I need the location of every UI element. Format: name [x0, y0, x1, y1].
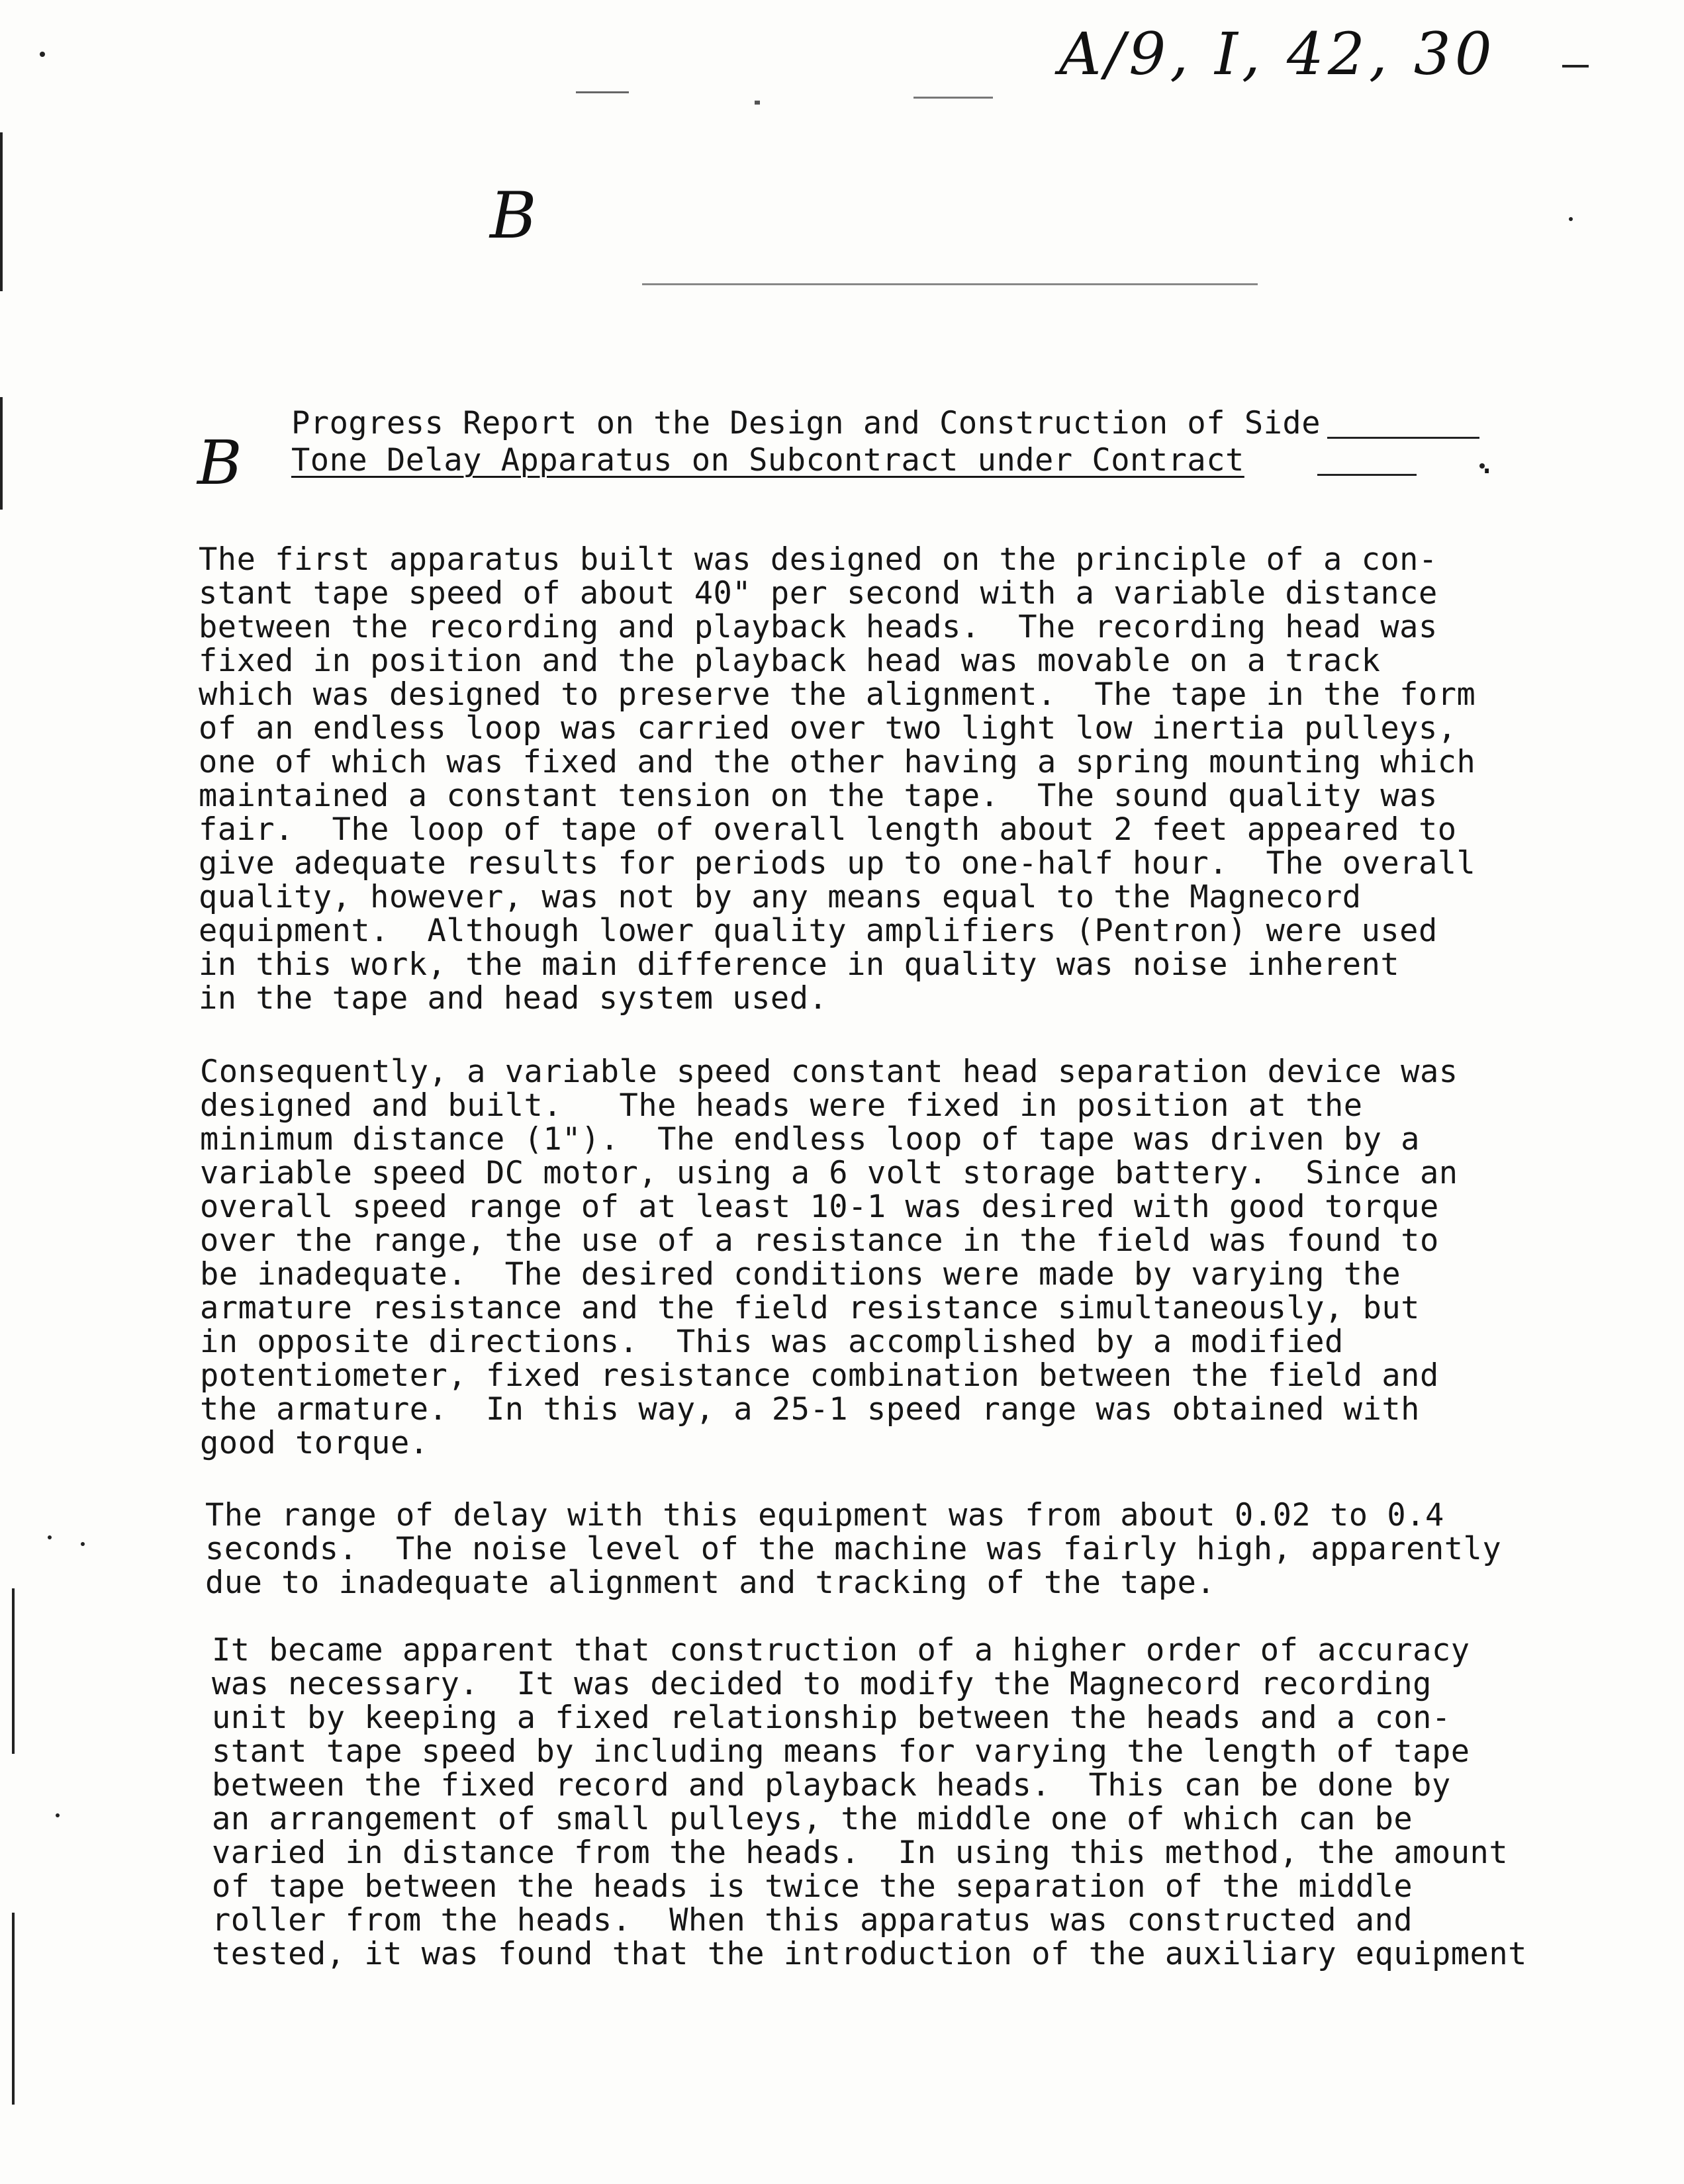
left-edge-mark — [0, 132, 3, 291]
text-line: due to inadequate alignment and tracking of the tape. — [205, 1565, 1216, 1601]
handwritten-letter-b: B — [490, 179, 537, 253]
text-line: in opposite directions. This was accomplished by a modified — [200, 1324, 1344, 1360]
scan-speck — [1562, 65, 1589, 68]
body-paragraph — [212, 1633, 1615, 1971]
header-remnant-line — [913, 97, 993, 99]
text-line: between the recording and playback heads. The recording head was — [199, 609, 1438, 645]
text-line: seconds. The noise level of the machine was fairly high, apparently — [205, 1531, 1502, 1567]
text-line: of an endless loop was carried over two light low inertia pulleys, — [199, 710, 1457, 747]
text-line: in this work, the main difference in quality was noise inherent — [199, 946, 1400, 983]
scan-speck — [1569, 217, 1573, 221]
text-line: armature resistance and the field resistance simultaneously, but — [200, 1290, 1420, 1326]
title-trailing-period: . — [1477, 445, 1497, 481]
text-line: fixed in position and the playback head was movable on a track — [199, 643, 1381, 679]
left-edge-mark — [0, 397, 3, 510]
text-line: stant tape speed by including means for varying the length of tape — [212, 1733, 1470, 1770]
archive-code-handwritten: A/9, I, 42, 30 — [1059, 20, 1496, 88]
text-line: potentiometer, fixed resistance combination between the field and — [200, 1357, 1439, 1394]
body-paragraph — [200, 1055, 1603, 1460]
text-line: one of which was fixed and the other having a spring mounting which — [199, 744, 1476, 780]
header-remnant-line — [642, 283, 1258, 285]
text-line: The first apparatus built was designed on the principle of a con- — [199, 541, 1438, 578]
text-line: designed and built. The heads were fixed in position at the — [200, 1087, 1363, 1124]
text-line: which was designed to preserve the alignment. The tape in the form — [199, 676, 1476, 713]
text-line: The range of delay with this equipment was from about 0.02 to 0.4 — [205, 1497, 1444, 1533]
text-line: stant tape speed of about 40" per second with a variable distance — [199, 575, 1438, 612]
header-remnant-line — [755, 101, 760, 105]
scan-speck — [81, 1542, 85, 1546]
text-line: of tape between the heads is twice the separation of the middle — [212, 1868, 1413, 1905]
text-line: unit by keeping a fixed relationship between the heads and a con- — [212, 1700, 1451, 1736]
text-line: It became apparent that construction of a higher order of accuracy — [212, 1632, 1470, 1668]
text-line: between the fixed record and playback heads. This can be done by — [212, 1767, 1451, 1803]
text-line: tested, it was found that the introduction of the auxiliary equipment — [212, 1936, 1527, 1972]
text-line: roller from the heads. When this apparatus was constructed and — [212, 1902, 1413, 1938]
text-line: an arrangement of small pulleys, the middle one of which can be — [212, 1801, 1413, 1837]
text-line: equipment. Although lower quality amplifiers (Pentron) were used — [199, 913, 1438, 949]
scan-speck — [48, 1535, 52, 1539]
text-line: was necessary. It was decided to modify the Magnecord recording — [212, 1666, 1432, 1702]
body-paragraph — [205, 1498, 1609, 1600]
text-line: the armature. In this way, a 25-1 speed range was obtained with — [200, 1391, 1420, 1428]
text-line: over the range, the use of a resistance in the field was found to — [200, 1222, 1439, 1259]
text-line: minimum distance (1"). The endless loop of tape was driven by a — [200, 1121, 1420, 1158]
text-line: give adequate results for periods up to one-half hour. The overall — [199, 845, 1476, 882]
left-edge-mark — [12, 1588, 15, 1754]
title-underline — [1327, 437, 1479, 439]
text-line: overall speed range of at least 10-1 was desired with good torque — [200, 1189, 1439, 1225]
text-line: varied in distance from the heads. In using this method, the amount — [212, 1835, 1509, 1871]
text-line: Consequently, a variable speed constant head separation device was — [200, 1054, 1458, 1090]
text-line: be inadequate. The desired conditions were made by varying the — [200, 1256, 1401, 1293]
handwritten-letter-b: B — [197, 428, 242, 498]
text-line: variable speed DC motor, using a 6 volt storage battery. Since an — [200, 1155, 1458, 1191]
scan-speck — [40, 52, 45, 57]
text-line: fair. The loop of tape of overall length about 2 feet appeared to — [199, 811, 1457, 848]
report-title-line-2: Tone Delay Apparatus on Subcontract under Contract — [291, 442, 1244, 478]
text-line: in the tape and head system used. — [199, 980, 828, 1017]
scan-speck — [56, 1813, 60, 1817]
text-line: maintained a constant tension on the tape. The sound quality was — [199, 778, 1438, 814]
header-remnant-line — [576, 91, 629, 93]
title-underline — [1317, 474, 1417, 476]
body-paragraph — [199, 543, 1602, 1015]
text-line: quality, however, was not by any means equal to the Magnecord — [199, 879, 1362, 915]
report-title-line-1: Progress Report on the Design and Construction of Side — [291, 405, 1321, 441]
text-line: good torque. — [200, 1425, 429, 1461]
left-edge-mark — [12, 1913, 15, 2105]
